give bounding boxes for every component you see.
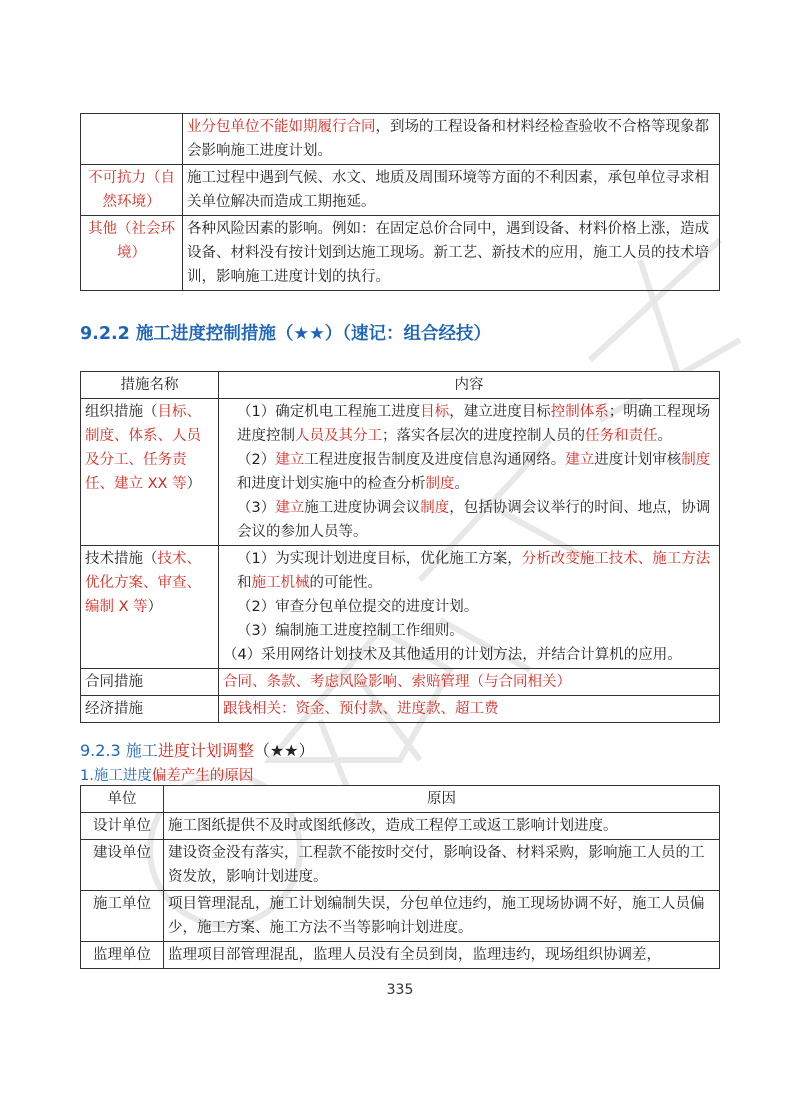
table-row bbox=[81, 399, 720, 546]
row-label: 设计单位 bbox=[81, 813, 164, 840]
highlight-text: 技术、优化方案、审查、编制 X 等 bbox=[85, 551, 201, 615]
column-header: 原因 bbox=[164, 786, 720, 813]
table-cell: 各种风险因素的影响。例如：在固定总价合同中，遇到设备、材料价格上涨，造成设备、材料没有按计划到达施工现场。新工艺、新技术的应用，施工人员的技术培训，影响施工进度计划的执行。 bbox=[183, 216, 720, 291]
importance-stars: （★★） bbox=[253, 741, 315, 760]
row-label: 监理单位 bbox=[81, 942, 164, 969]
row-label: 施工单位 bbox=[81, 891, 164, 942]
table-row bbox=[81, 546, 720, 669]
section-heading-9-2-3 bbox=[80, 738, 315, 761]
table-row bbox=[81, 891, 720, 942]
measure-item: （3）编制施工进度控制工作细则。 bbox=[237, 623, 464, 639]
table-row bbox=[81, 942, 720, 969]
table-cell: 监理项目部管理混乱，监理人员没有全员到岗，监理违约，现场组织协调差， bbox=[164, 942, 720, 969]
subheading-text: 1.施工进度 bbox=[80, 768, 152, 784]
row-label: 建设单位 bbox=[81, 840, 164, 891]
row-label bbox=[81, 399, 219, 546]
row-label: 合同措施 bbox=[81, 669, 219, 696]
section-heading-9-2-2: 9.2.2 施工进度控制措施（★★）（速记：组合经技） bbox=[80, 324, 492, 344]
measure-item: （2）建立工程进度报告制度及进度信息沟通网络。建立进度计划审核制度和进度计划实施中的检查分析制度。 bbox=[237, 452, 711, 492]
table-row bbox=[81, 216, 720, 291]
column-header: 内容 bbox=[219, 372, 720, 399]
table-cell: 合同、条款、考虑风险影响、索赔管理（与合同相关） bbox=[219, 669, 720, 696]
column-header: 单位 bbox=[81, 786, 164, 813]
table-cell bbox=[81, 114, 183, 165]
table-row bbox=[81, 840, 720, 891]
subheading bbox=[80, 764, 253, 785]
page-number: 335 bbox=[386, 982, 414, 998]
table-row bbox=[81, 813, 720, 840]
row-label: 经济措施 bbox=[81, 696, 219, 723]
column-header: 措施名称 bbox=[81, 372, 219, 399]
control-measures-table bbox=[80, 371, 720, 723]
table-row bbox=[81, 165, 720, 216]
table-row bbox=[81, 696, 720, 723]
label-text: ） bbox=[147, 599, 163, 615]
measure-item: （1）为实现计划进度目标，优化施工方案，分析改变施工技术、施工方法和施工机械的可能性。 bbox=[237, 551, 711, 591]
table-cell: 建设资金没有落实，工程款不能按时交付，影响设备、材料采购，影响施工人员的工资发放，影响计划进度。 bbox=[164, 840, 720, 891]
measure-item: （2）审查分包单位提交的进度计划。 bbox=[237, 599, 479, 615]
row-label: 不可抗力（自然环境） bbox=[81, 165, 183, 216]
label-text: 组织措施（ bbox=[85, 404, 158, 420]
delay-causes-table-continued bbox=[80, 113, 720, 291]
table-header-row bbox=[81, 786, 720, 813]
table-cell: 跟钱相关：资金、预付款、进度款、超工费 bbox=[219, 696, 720, 723]
highlight-text: 业分包单位不能如期履行合同 bbox=[187, 119, 376, 135]
table-row bbox=[81, 669, 720, 696]
highlight-text: 目标、制度、体系、人员及分工、任务责任、建立 XX 等 bbox=[85, 404, 201, 492]
row-label: 其他（社会环境） bbox=[81, 216, 183, 291]
measure-item: （1）确定机电工程施工进度目标，建立进度目标控制体系；明确工程现场进度控制人员及其分工；落实各层次的进度控制人员的任务和责任。 bbox=[237, 404, 711, 444]
cell-text: ，到场的工程设备和材料经检查验收不合格等现象都会影响施工进度计划。 bbox=[187, 119, 709, 159]
label-text: ） bbox=[186, 476, 202, 492]
table-cell: 施工过程中遇到气候、水文、地质及周围环境等方面的不利因素，承包单位寻求相关单位解决而造成工期拖延。 bbox=[183, 165, 720, 216]
heading-text: 9.2.3 施工 bbox=[80, 741, 158, 760]
table-cell: 施工图纸提供不及时或图纸修改，造成工程停工或返工影响计划进度。 bbox=[164, 813, 720, 840]
table-row bbox=[81, 114, 720, 165]
label-text: 技术措施（ bbox=[85, 551, 158, 567]
row-label bbox=[81, 546, 219, 669]
table-cell bbox=[183, 114, 720, 165]
measure-item: （3）建立施工进度协调会议制度，包括协调会议举行的时间、地点，协调会议的参加人员等。 bbox=[237, 500, 711, 540]
deviation-causes-table bbox=[80, 785, 720, 969]
subheading-text: 偏差产生的原因 bbox=[151, 768, 254, 784]
measure-item: （4）采用网络计划技术及其他适用的计划方法，并结合计算机的应用。 bbox=[223, 647, 682, 663]
table-cell: 项目管理混乱，施工计划编制失误，分包单位违约，施工现场协调不好，施工人员偏少，施工方案、施工方法不当等影响计划进度。 bbox=[164, 891, 720, 942]
table-cell bbox=[219, 546, 720, 669]
heading-text: 进度计划调整 bbox=[157, 741, 254, 760]
table-cell bbox=[219, 399, 720, 546]
table-header-row bbox=[81, 372, 720, 399]
